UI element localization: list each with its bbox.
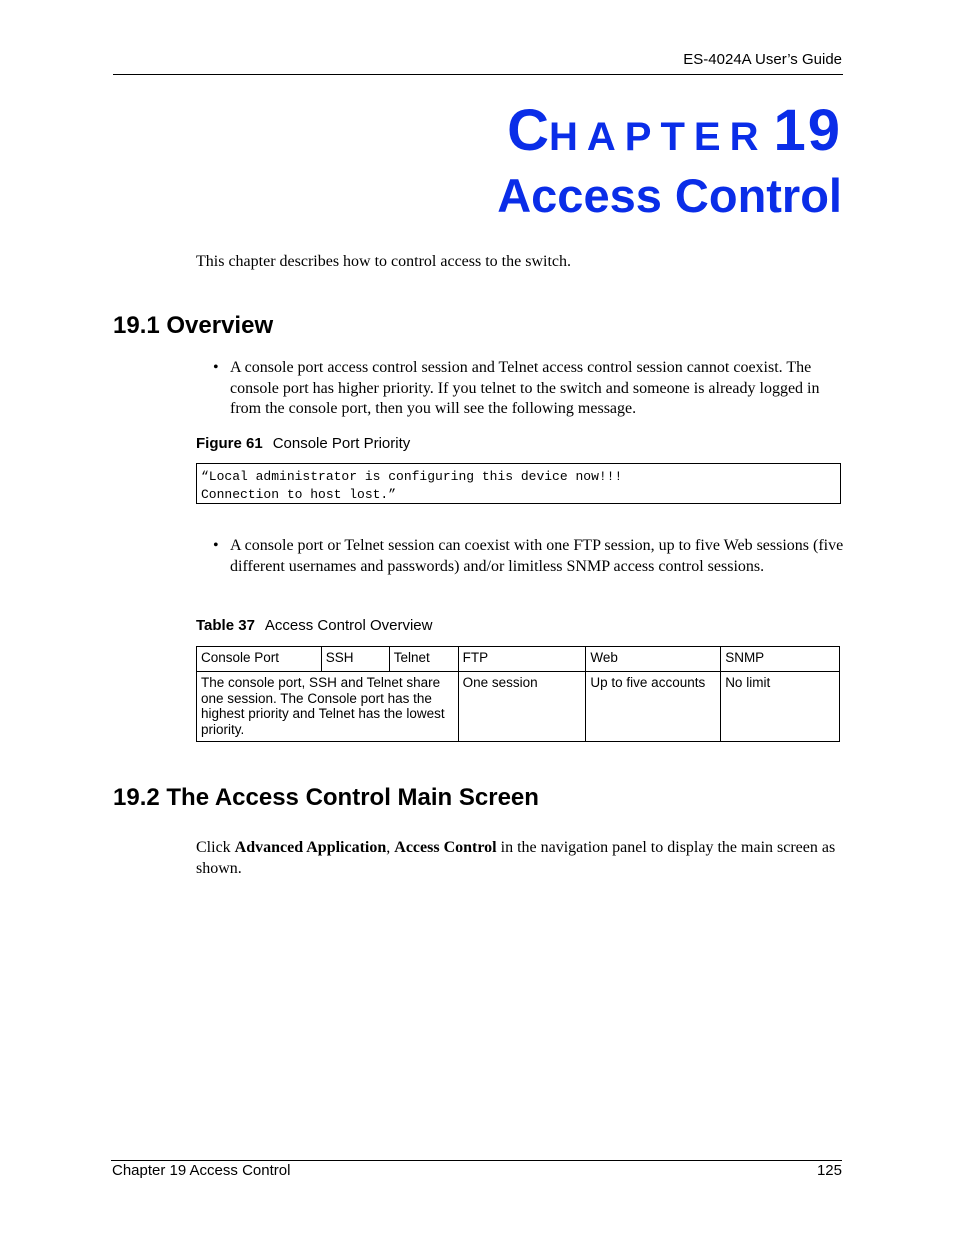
paragraph-text: in the navigation panel to display the main screen as shown. bbox=[196, 839, 836, 877]
figure-caption bbox=[196, 435, 410, 452]
table-title: Access Control Overview bbox=[264, 617, 433, 634]
table-header-row bbox=[197, 647, 840, 672]
footer-rule bbox=[111, 1160, 842, 1161]
bullet-mark: • bbox=[213, 359, 219, 376]
bullet-mark: • bbox=[213, 537, 219, 554]
chapter-label-rest: HAPTER bbox=[549, 115, 768, 159]
header-rule bbox=[113, 74, 843, 75]
chapter-label bbox=[507, 96, 842, 172]
bullet-text: A console port access control session and Telnet access control session cannot coexist. The console port has higher priority. If you telnet to the switch and someone is already logged in from the console port, then you will see the following message. bbox=[230, 359, 820, 417]
bullet-text: A console port or Telnet session can coexist with one FTP session, up to five Web sessions (five different usernames and passwords) and/or limitless SNMP access control sessions. bbox=[230, 537, 844, 575]
chapter-title: Access Control bbox=[497, 169, 842, 222]
table-header-cell: FTP bbox=[458, 647, 586, 672]
section-heading-main-screen: 19.2 The Access Control Main Screen bbox=[113, 784, 539, 811]
menu-path-access-control: Access Control bbox=[394, 839, 497, 856]
table-row bbox=[197, 672, 840, 742]
bullet-console-telnet bbox=[196, 358, 846, 420]
table-header-cell: Telnet bbox=[389, 647, 458, 672]
table-header-cell: SNMP bbox=[721, 647, 840, 672]
section-heading-overview: 19.1 Overview bbox=[113, 312, 274, 339]
running-header: ES-4024A User’s Guide bbox=[683, 51, 842, 68]
paragraph-text: Click bbox=[196, 839, 235, 856]
chapter-number: 19 bbox=[773, 98, 842, 163]
page-number: 125 bbox=[816, 1162, 842, 1179]
console-message-box bbox=[196, 463, 841, 504]
table-cell: One session bbox=[458, 672, 586, 742]
code-line: “Local administrator is configuring this device now!!! bbox=[201, 469, 623, 484]
paragraph-text: , bbox=[386, 839, 395, 856]
bullet-coexist-sessions bbox=[196, 536, 846, 577]
menu-path-advanced-application: Advanced Application bbox=[234, 839, 387, 856]
code-line: Connection to host lost.” bbox=[201, 487, 397, 502]
table-cell: No limit bbox=[721, 672, 840, 742]
table-cell: Up to five accounts bbox=[586, 672, 721, 742]
table-header-cell: Web bbox=[586, 647, 721, 672]
figure-title: Console Port Priority bbox=[272, 435, 411, 452]
table-cell: The console port, SSH and Telnet share one session. The Console port has the highest priority and Telnet has the lowest priority. bbox=[197, 672, 459, 742]
footer-chapter-title: Chapter 19 Access Control bbox=[112, 1162, 291, 1179]
access-control-overview-table bbox=[196, 646, 840, 742]
chapter-label-initial: C bbox=[507, 98, 550, 163]
table-header-cell: SSH bbox=[321, 647, 389, 672]
table-header-cell: Console Port bbox=[197, 647, 322, 672]
figure-label: Figure 61 bbox=[196, 435, 263, 452]
table-label: Table 37 bbox=[196, 617, 255, 634]
table-caption bbox=[196, 617, 432, 634]
main-screen-paragraph bbox=[196, 838, 836, 879]
intro-paragraph: This chapter describes how to control access to the switch. bbox=[196, 253, 571, 270]
